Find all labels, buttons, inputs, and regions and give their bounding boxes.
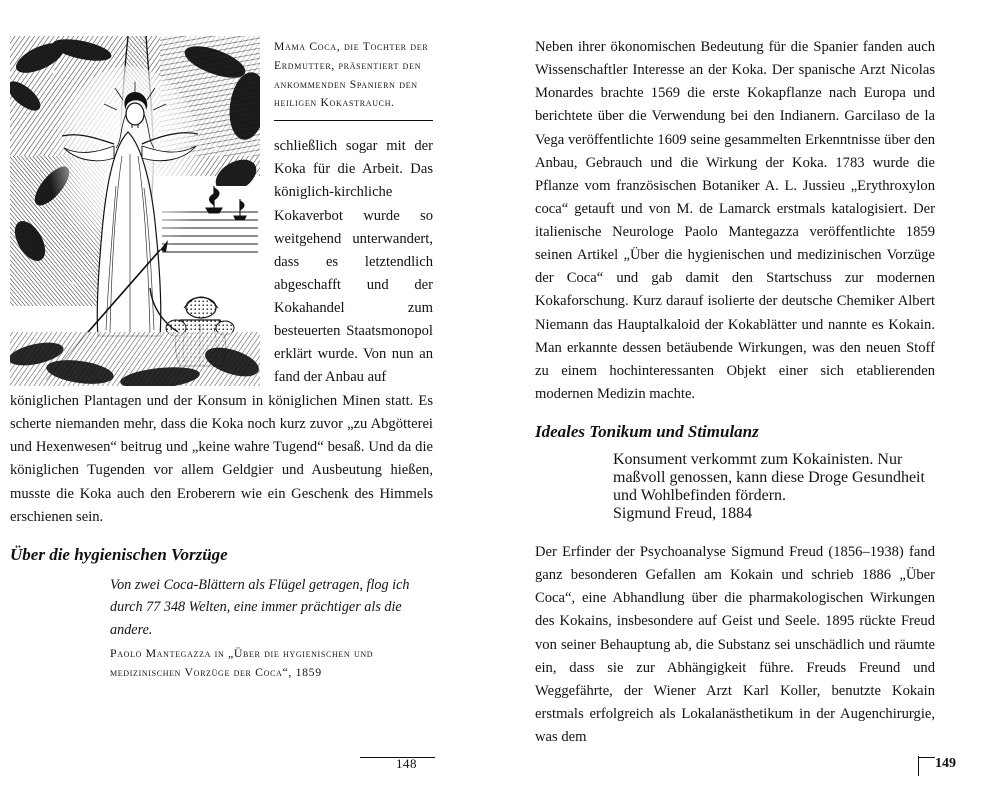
right-page xyxy=(500,0,1000,800)
figure-and-caption-row xyxy=(10,36,433,390)
folio-divider xyxy=(918,756,919,776)
paragraph-text: schließlich sogar mit der Koka für die Arbeit. Das königlich-kirchliche Kokaverbot wurde so weitgehend unterwandert, dass es letztendlich abgeschafft und der Kokahandel zum besteuerten Staatsmonopol erklärt wurde. Von nun an fand der Anbau auf xyxy=(274,138,433,386)
figure-caption: Mama Coca, die Tochter der Erdmutter, präsentiert den ankommenden Spaniern den heiligen Kokastrauch. xyxy=(274,38,433,121)
right-pullquote xyxy=(613,451,935,523)
continued-paragraph: königlichen Plantagen und der Konsum in königlichen Minen statt. Es scherte niemanden mehr, dass die Koka noch kurz zuvor „zu Abgötterei und Hexenwesen“ beitrug und „keine wahre Tugend“ besaß. Und da die königlichen Tugenden vor allem Geldgier und Ausbeutung hießen, musste die Koka auch den Eroberern wie ein Geschenk des Himmels erschienen sein. xyxy=(10,393,433,525)
pullquote-attribution: Sigmund Freud, 1884 xyxy=(613,505,753,522)
folio-rule-right xyxy=(918,757,935,758)
right-paragraph-1: Neben ihrer ökonomischen Bedeutung für die Spanier fanden auch Wissenschaftler Interesse an der Koka. Der spanische Arzt Nicolas Monardes brachte 1569 die erste Kokapflanze nach Europa und berichtete über die Verwendung bei den Indianern. Garcilaso de la Vega veröffentlichte 1609 seine gesammelten Erkenntnisse über den Anbau, Gebrauch und die Wirkung der Koka. 1783 wurde die Pflanze vom französischen Botaniker A. L. Jussieu „Erythroxylon coca“ getauft und von M. de Lamarck erstmals katalogisiert. Der italienische Neurologe Paolo Mantegazza veröffentlichte 1859 seinen Artikel „Über die hygienischen und medizinischen Vorzüge der Coca“ und gab damit den Startschuss zur modernen Kokaforschung. Kurz darauf isolierte der deutsche Chemiker Albert Niemann das Hauptalkaloid der Kokablätter und nannte es Kokain. Man erkannte dessen betäubende Wirkungen, was den neuen Stoff zu einem hochinteressanten Objekt einer sich etablierenden modernen Medizin machte. xyxy=(535,39,935,402)
pullquote-attribution: Paolo Mantegazza in „Über die hygienischen und medizinischen Vorzüge der Coca“, 1859 xyxy=(110,645,374,680)
pullquote-text: Von zwei Coca-Blättern als Flügel getragen, flog ich durch 77 348 Welten, eine immer prächtiger als die andere. xyxy=(110,576,410,639)
left-pullquote xyxy=(110,574,432,682)
wrap-around-paragraph xyxy=(274,135,433,389)
pullquote-text: Konsument verkommt zum Kokainisten. Nur maßvoll genossen, kann diese Droge Gesundheit und Wohlbefinden fördern. xyxy=(613,451,925,504)
right-text-column xyxy=(535,36,935,749)
right-paragraph-2: Der Erfinder der Psychoanalyse Sigmund Freud (1856–1938) fand ganz besonderen Gefallen am Kokain und schrieb 1886 „Über Coca“, eine Abhandlung über die pharmakologischen Wirkungen des Kokains, insbesondere auf Geist und Seele. 1895 rückte Freud von seiner Behauptung ab, die Substanz sei unschädlich und räumte ein, dass sie zur Abhängigkeit führe. Freuds Freund und Weggefährte, der Wiener Arzt Karl Koller, benutzte Kokain erstmals erfolgreich als Lokalanästhetikum in der Augenchirurgie, was dem xyxy=(535,544,935,745)
page-number-right: 149 xyxy=(935,756,956,771)
mama-coca-illustration xyxy=(10,36,260,386)
left-subheading: Über die hygienischen Vorzüge xyxy=(10,544,228,564)
page-number-left: 148 xyxy=(396,756,418,771)
left-text-column xyxy=(10,36,433,682)
right-subheading: Ideales Tonikum und Stimulanz xyxy=(535,422,759,441)
